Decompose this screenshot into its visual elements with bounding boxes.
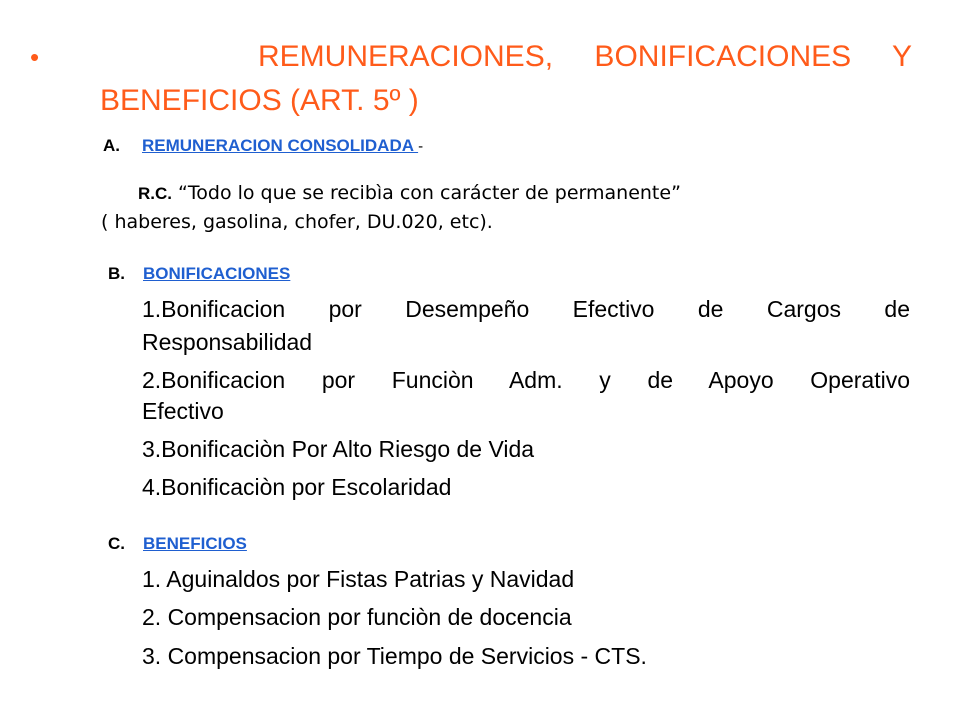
section-a-heading-link[interactable]: REMUNERACION CONSOLIDADA bbox=[142, 136, 419, 155]
section-c-letter: C. bbox=[108, 534, 125, 553]
rc-label: R.C. bbox=[138, 184, 172, 203]
slide-title bbox=[30, 40, 912, 80]
bonificacion-item-1-line-2: Responsabilidad bbox=[142, 329, 313, 355]
bonificacion-item-2-line-1: 2.Bonificacion por Funciòn Adm. y de Apoyo Operativo bbox=[142, 367, 910, 393]
bonificacion-item-1-line-1: 1.Bonificacion por Desempeño Efectivo de Cargos de bbox=[142, 296, 910, 322]
section-c-heading-link[interactable]: BENEFICIOS bbox=[143, 534, 247, 553]
section-b-letter: B. bbox=[108, 264, 125, 283]
section-a-heading-row bbox=[142, 136, 423, 156]
section-a-rc-row bbox=[138, 182, 681, 204]
beneficio-item-1: 1. Aguinaldos por Fistas Patrias y Navidad bbox=[142, 566, 575, 592]
beneficio-item-3: 3. Compensacion por Tiempo de Servicios - CTS. bbox=[142, 643, 647, 669]
title-bullet: • bbox=[30, 42, 40, 72]
section-a-letter: A. bbox=[103, 136, 120, 155]
title-line-1: REMUNERACIONES, BONIFICACIONES Y bbox=[258, 40, 912, 73]
beneficio-item-2: 2. Compensacion por funciòn de docencia bbox=[142, 604, 572, 630]
rc-quote: “Todo lo que se recibìa con carácter de permanente” bbox=[178, 182, 681, 204]
bonificacion-item-2-line-2: Efectivo bbox=[142, 398, 224, 424]
rc-detail: ( haberes, gasolina, chofer, DU.020, etc). bbox=[101, 211, 493, 233]
bonificacion-item-3: 3.Bonificaciòn Por Alto Riesgo de Vida bbox=[142, 436, 535, 462]
section-a-suffix: - bbox=[418, 138, 424, 155]
bonificacion-item-4: 4.Bonificaciòn por Escolaridad bbox=[142, 474, 452, 500]
title-line-2: BENEFICIOS (ART. 5º ) bbox=[100, 84, 419, 117]
section-b-heading-link[interactable]: BONIFICACIONES bbox=[143, 264, 291, 283]
